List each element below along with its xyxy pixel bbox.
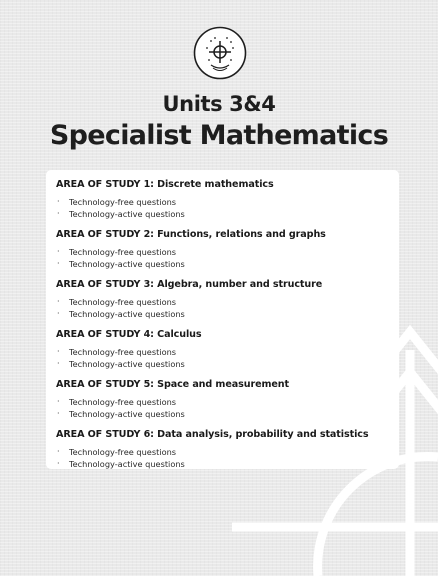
- page-title: Specialist Mathematics: [49, 120, 389, 151]
- area-of-study-5: [56, 378, 399, 420]
- area-of-study-3: [56, 278, 399, 320]
- question-type: Technology-free questions: [69, 197, 177, 207]
- question-type: Technology-free questions: [69, 297, 177, 307]
- area-of-study-4: [56, 328, 399, 370]
- list-item: [56, 308, 399, 320]
- question-type: Technology-active questions: [69, 309, 185, 319]
- area-title: AREA OF STUDY 3: Algebra, number and structure: [56, 279, 323, 290]
- area-title: AREA OF STUDY 1: Discrete mathematics: [56, 179, 274, 190]
- area-of-study-2: [56, 228, 399, 270]
- logo-crosshair-icon: [193, 26, 247, 80]
- area-title: AREA OF STUDY 5: Space and measurement: [56, 379, 289, 390]
- list-item: [56, 258, 399, 270]
- bullet-icon: ·: [57, 409, 60, 418]
- bullet-icon: ·: [57, 347, 60, 356]
- bullet-icon: ·: [57, 209, 60, 218]
- bullet-icon: ·: [57, 459, 60, 468]
- list-item: [56, 358, 399, 370]
- area-title: AREA OF STUDY 6: Data analysis, probability and statistics: [56, 429, 369, 440]
- question-type: Technology-active questions: [69, 209, 185, 219]
- bullet-icon: ·: [57, 359, 60, 368]
- question-type: Technology-active questions: [69, 359, 185, 369]
- area-title: AREA OF STUDY 4: Calculus: [56, 329, 202, 340]
- list-item: [56, 196, 399, 208]
- bullet-icon: ·: [57, 197, 60, 206]
- bullet-icon: ·: [57, 397, 60, 406]
- areas-of-study-card: [46, 170, 399, 469]
- list-item: [56, 296, 399, 308]
- list-item: [56, 396, 399, 408]
- question-type: Technology-free questions: [69, 447, 177, 457]
- bullet-icon: ·: [57, 309, 60, 318]
- bullet-icon: ·: [57, 247, 60, 256]
- area-of-study-1: [56, 178, 399, 220]
- bullet-icon: ·: [57, 259, 60, 268]
- units-heading: Units 3&4: [162, 92, 276, 116]
- list-item: [56, 408, 399, 420]
- list-item: [56, 346, 399, 358]
- question-type: Technology-free questions: [69, 247, 177, 257]
- question-type: Technology-active questions: [69, 459, 185, 469]
- list-item: [56, 246, 399, 258]
- question-type: Technology-active questions: [69, 259, 185, 269]
- question-type: Technology-active questions: [69, 409, 185, 419]
- list-item: [56, 446, 399, 458]
- area-of-study-6: [56, 428, 399, 470]
- question-type: Technology-free questions: [69, 397, 177, 407]
- question-type: Technology-free questions: [69, 347, 177, 357]
- list-item: [56, 458, 399, 470]
- area-title: AREA OF STUDY 2: Functions, relations and graphs: [56, 229, 326, 240]
- bullet-icon: ·: [57, 297, 60, 306]
- bullet-icon: ·: [57, 447, 60, 456]
- list-item: [56, 208, 399, 220]
